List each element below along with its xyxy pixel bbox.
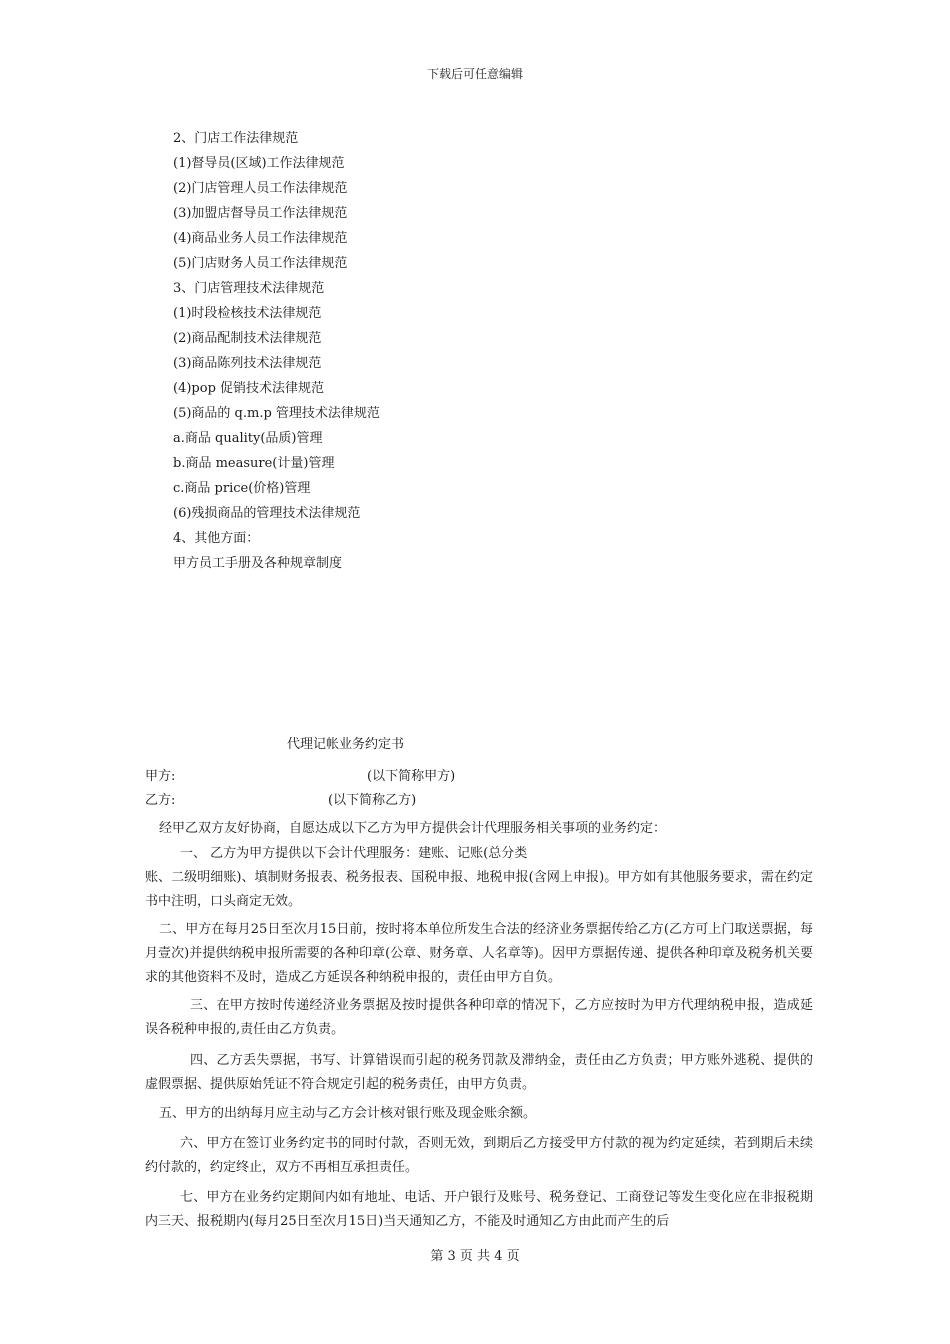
clause-1-body: 账、二级明细账)、填制财务报表、税务报表、国税申报、地税申报(含网上申报)。甲方如有其他服务要求，需在约定书中注明，口头商定无效。 (145, 870, 813, 909)
outline-line: a.商品 quality(品质)管理 (173, 431, 323, 446)
outline-line: (1)督导员(区域)工作法律规范 (173, 156, 345, 171)
outline-line: 4、其他方面： (173, 531, 260, 546)
outline-line: b.商品 measure(计量)管理 (173, 456, 335, 471)
outline-line: (1)时段检核技术法律规范 (173, 306, 322, 321)
clause-4: 四、乙方丢失票据，书写、计算错误而引起的税务罚款及滞纳金，责任由乙方负责；甲方账外逃税、提供的虚假票据、提供原始凭证不符合规定引起的税务责任，由甲方负责。 (145, 1053, 813, 1092)
outline-line: c.商品 price(价格)管理 (173, 481, 311, 496)
outline-line: (2)商品配制技术法律规范 (173, 331, 322, 346)
outline-line: (5)门店财务人员工作法律规范 (173, 256, 348, 271)
party-b-note: (以下简称乙方) (328, 793, 417, 808)
party-b-line (145, 789, 813, 813)
outline-line: 3、门店管理技术法律规范 (173, 281, 325, 296)
outline-line: 甲方员工手册及各种规章制度 (173, 556, 343, 571)
party-a-line (145, 765, 813, 789)
page-header: 下载后可任意编辑 (426, 67, 523, 81)
outline-line: (2)门店管理人员工作法律规范 (173, 181, 348, 196)
clause-5: 五、甲方的出纳每月应主动与乙方会计核对银行账及现金账余额。 (159, 1106, 537, 1121)
clause-1-head: 一、 乙方为甲方提供以下会计代理服务：建账、记账(总分类 (180, 846, 528, 861)
outline-line: (6)残损商品的管理技术法律规范 (173, 506, 361, 521)
outline-line: (4)商品业务人员工作法律规范 (173, 231, 348, 246)
outline-line: (3)商品陈列技术法律规范 (173, 356, 322, 371)
party-b-label: 乙方: (145, 793, 176, 808)
party-a-label: 甲方: (145, 769, 176, 784)
outline-line: (4)pop 促销技术法律规范 (173, 381, 325, 396)
outline-line: (3)加盟店督导员工作法律规范 (173, 206, 348, 221)
contract-intro: 经甲乙双方友好协商，自愿达成以下乙方为甲方提供会计代理服务相关事项的业务约定： (159, 821, 667, 836)
contract-section (145, 734, 813, 1234)
contract-title: 代理记帐业务约定书 (287, 737, 405, 752)
clause-3: 三、在甲方按时传递经济业务票据及按时提供各种印章的情况下，乙方应按时为甲方代理纳税申报，造成延误各税种申报的,责任由乙方负责。 (145, 998, 813, 1037)
clause-2: 二、甲方在每月25日至次月15日前，按时将本单位所发生合法的经济业务票据传给乙方(乙方可上门取送票据，每月壹次)并提供纳税申报所需要的各种印章(公章、财务章、人名章等)。因甲方票据传递、提供各种印章及税务机关要求的其他资料不及时，造成乙方延误各种纳税申报的，责任由甲方自负。 (145, 922, 813, 985)
outline-line: 2、门店工作法律规范 (173, 131, 299, 146)
clause-6: 六、甲方在签订业务约定书的同时付款，否则无效，到期后乙方接受甲方付款的视为约定延续，若到期后未续约付款的，约定终止，双方不再相互承担责任。 (145, 1136, 813, 1175)
page-footer: 第 3 页 共 4 页 (430, 1249, 520, 1264)
clause-7: 七、甲方在业务约定期间内如有地址、电话、开户银行及账号、税务登记、工商登记等发生变化应在非报税期内三天、报税期内(每月25日至次月15日)当天通知乙方，不能及时通知乙方由此而产生的后 (145, 1190, 813, 1229)
outline-line: (5)商品的 q.m.p 管理技术法律规范 (173, 406, 380, 421)
party-a-note: (以下简称甲方) (367, 769, 456, 784)
outline-list (173, 126, 813, 576)
